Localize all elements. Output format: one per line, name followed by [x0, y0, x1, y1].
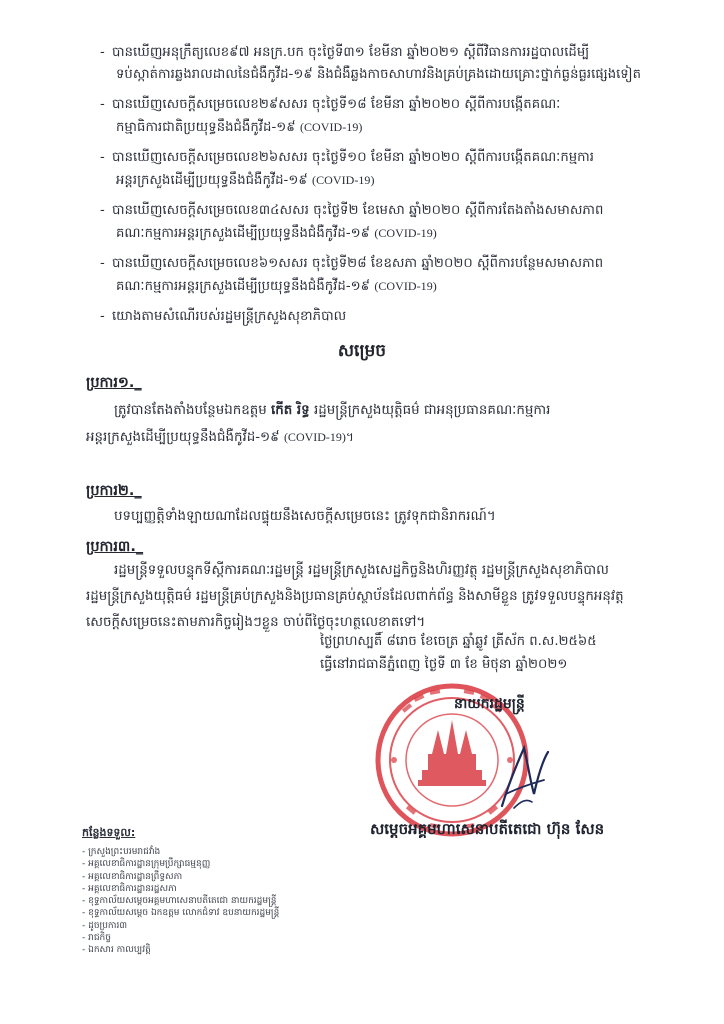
handwritten-signature-icon: [494, 736, 554, 816]
reference-item: - បានឃើញសេចក្ដីសម្រេចលេខ២៩សសរ ចុះថ្ងៃទី១៨ ខែមីនា ឆ្នាំ២០២០ ស្ដីពីការបង្កើតគណៈ កម្មាធិការជាតិប្រយុទ្ធនឹងជំងឺកូវីដ-១៩ (COVID-19): [112, 94, 660, 139]
reference-line: បានឃើញសេចក្ដីសម្រេចលេខ២៦សសរ ចុះថ្ងៃទី១០ ខែមីនា ឆ្នាំ២០២០ ស្ដីពីការបង្កើតគណៈកម្មការ: [112, 150, 594, 165]
lunar-date: ថ្ងៃព្រហស្បតិ៍ ៨រោច ខែចេត្រ ឆ្នាំឆ្លូវ ត្រីស័ក ព.ស.២៥៦៥: [320, 634, 597, 649]
list-item: - ក្រសួងព្រះបរមរាជវាំង: [82, 847, 161, 857]
reference-line: បានឃើញសេចក្ដីសម្រេចលេខ៣៤សសរ ចុះថ្ងៃទី២ ខែមេសា ឆ្នាំ២០២០ ស្ដីពីការតែងតាំងសមាសភាព: [112, 203, 604, 218]
appointee-name: កើត រិទ្ធ: [271, 403, 310, 418]
article-3-text: រដ្ឋមន្ត្រីទទួលបន្ទុកទីស្ដីការគណៈរដ្ឋមន្ត្រី រដ្ឋមន្ត្រីក្រសួងសេដ្ឋកិច្ចនិងហិរញ្ញវត្ថុ រដ្ឋមន្ត្រីក្រសួងសុខាភិបាល រដ្ឋមន្ត្រីក្រសួងយុត្តិធម៌ រដ្ឋមន្ត្រីគ្រប់ក្រសួងនិងប្រធានគ្រប់ស្ថាប័នដែលពាក់ព័ន្ធ និងសាមីខ្លួន ត្រូវទទួលបន្ទុកអនុវត្ត សេចក្ដីសម្រេចនេះតាមភារកិច្ចរៀងៗខ្លួន ចាប់ពីថ្ងៃចុះហត្ថលេខាតទៅ។: [86, 563, 624, 630]
reference-line: ទប់ស្កាត់ការឆ្លងរាលដាលនៃជំងឺកូវីដ-១៩ និងជំងឺឆ្លងកាចសាហាវនិងគ្រប់គ្រងដោយគ្រោះថ្នាក់ធ្ងន់ធ្ងរផ្សេងទៀត: [116, 67, 642, 82]
decision-heading: សម្រេច: [337, 341, 387, 361]
reference-latin: (COVID-19): [312, 173, 375, 187]
list-item: - ដូចប្រការ៣: [82, 920, 128, 931]
reference-line: គណៈកម្មការអន្តរក្រសួងដើម្បីប្រយុទ្ធនឹងជំងឺកូវីដ-១៩: [116, 226, 371, 241]
list-item: - ខុទ្ទកាល័យសម្ដេច ឯកឧត្តម លោកជំទាវ ឧបនាយករដ្ឋមន្ត្រី: [82, 908, 280, 919]
solar-date: ធ្វើនៅរាជធានីភ្នំពេញ ថ្ងៃទី ៣ ខែ មិថុនា ឆ្នាំ២០២១: [320, 657, 568, 672]
reference-item: - បានឃើញអនុក្រឹត្យលេខ៩៧ អនក្រ.បក ចុះថ្ងៃទី៣១ ខែមីនា ឆ្នាំ២០២១ ស្ដីពីវិធានការរដ្ឋបាលដើម្បី ទប់ស្កាត់ការឆ្លងរាលដាលនៃជំងឺកូវីដ-១៩ និងជំងឺឆ្លងកាចសាហាវនិងគ្រប់គ្រងដោយគ្រោះថ្នាក់ធ្ងន់ធ្ងរផ្សេងទៀត: [112, 42, 660, 86]
signer-name: សម្ដេចអគ្គមហាសេនាបតីតេជោ ហ៊ុន សែន: [370, 820, 605, 838]
list-item: - ខុទ្ទកាល័យសម្ដេចអគ្គមហាសេនាបតីតេជោ នាយករដ្ឋមន្ត្រី: [82, 896, 277, 907]
reference-item: - បានឃើញសេចក្ដីសម្រេចលេខ៣៤សសរ ចុះថ្ងៃទី២ ខែមេសា ឆ្នាំ២០២០ ស្ដីពីការតែងតាំងសមាសភាព គណៈកម្មការអន្តរក្រសួងដើម្បីប្រយុទ្ធនឹងជំងឺកូវីដ-១៩ (COVID-19): [112, 200, 660, 245]
article-1-text: ត្រូវបានតែងតាំងបន្ថែមឯកឧត្តម កើត រិទ្ធ រដ្ឋមន្ត្រីក្រសួងយុត្តិធម៌ ជាអនុប្រធានគណៈកម្មការ អន្តរក្រសួងដើម្បីប្រយុទ្ធនឹងជំងឺកូវីដ-១៩ (COVID-19)។: [86, 403, 551, 445]
reference-line: បានឃើញសេចក្ដីសម្រេចលេខ៦១សសរ ចុះថ្ងៃទី២៨ ខែឧសភា ឆ្នាំ២០២០ ស្ដីពីការបន្ថែមសមាសភាព: [112, 256, 604, 271]
reference-latin: (COVID-19): [374, 226, 437, 240]
reference-line: យោងតាមសំណើរបស់រដ្ឋមន្ត្រីក្រសួងសុខាភិបាល: [112, 309, 347, 324]
reference-item: - យោងតាមសំណើរបស់រដ្ឋមន្ត្រីក្រសួងសុខាភិបាល: [112, 306, 660, 328]
reference-line: កម្មាធិការជាតិប្រយុទ្ធនឹងជំងឺកូវីដ-១៩: [116, 120, 296, 135]
list-item: - អគ្គលេខាធិការដ្ឋានព្រឹទ្ធសភា: [82, 871, 183, 882]
list-item: - រាជកិច្ច: [82, 933, 111, 944]
reference-latin: (COVID-19): [299, 120, 363, 134]
reference-line: គណៈកម្មការអន្តរក្រសួងដើម្បីប្រយុទ្ធនឹងជំងឺកូវីដ-១៩: [116, 279, 371, 294]
article-2-label: ប្រការ២._: [86, 483, 142, 499]
list-item: - អគ្គលេខាធិការដ្ឋានក្រុមប្រឹក្សាធម្មនុញ្ញ: [82, 859, 211, 870]
article-3-label: ប្រការ៣._: [86, 539, 144, 555]
prime-minister-title: នាយករដ្ឋមន្ត្រី: [454, 696, 525, 712]
article-2-text: បទប្បញ្ញត្តិទាំងឡាយណាដែលផ្ទុយនឹងសេចក្ដីសម្រេចនេះ ត្រូវទុកជានិរាករណ៍។: [114, 509, 496, 524]
article-1-label: ប្រការ១._: [86, 375, 142, 391]
reference-line: អន្តរក្រសួងដើម្បីប្រយុទ្ធនឹងជំងឺកូវីដ-១៩: [116, 173, 308, 188]
reference-line: បានឃើញសេចក្ដីសម្រេចលេខ២៩សសរ ចុះថ្ងៃទី១៨ ខែមីនា ឆ្នាំ២០២០ ស្ដីពីការបង្កើតគណៈ: [112, 97, 561, 112]
recipients-list: [82, 846, 382, 957]
references-list: [100, 42, 660, 336]
reference-item: - បានឃើញសេចក្ដីសម្រេចលេខ២៦សសរ ចុះថ្ងៃទី១០ ខែមីនា ឆ្នាំ២០២០ ស្ដីពីការបង្កើតគណៈកម្មការ អន្តរក្រសួងដើម្បីប្រយុទ្ធនឹងជំងឺកូវីដ-១៩ (COVID-19): [112, 147, 660, 192]
recipients-title: កន្លែងទទួល:: [82, 826, 136, 839]
recipients-block: [82, 826, 382, 957]
reference-item: - បានឃើញសេចក្ដីសម្រេចលេខ៦១សសរ ចុះថ្ងៃទី២៨ ខែឧសភា ឆ្នាំ២០២០ ស្ដីពីការបន្ថែមសមាសភាព គណៈកម្មការអន្តរក្រសួងដើម្បីប្រយុទ្ធនឹងជំងឺកូវីដ-១៩ (COVID-19): [112, 253, 660, 298]
list-item: - ឯកសារ កាលប្បវត្តិ: [82, 945, 151, 956]
reference-latin: (COVID-19): [374, 279, 437, 293]
list-item: - អគ្គលេខាធិការដ្ឋានរដ្ឋសភា: [82, 883, 177, 894]
date-block: [320, 630, 700, 676]
reference-line: បានឃើញអនុក្រឹត្យលេខ៩៧ អនក្រ.បក ចុះថ្ងៃទី៣១ ខែមីនា ឆ្នាំ២០២១ ស្ដីពីវិធានការរដ្ឋបាលដើម្បី: [112, 45, 590, 60]
